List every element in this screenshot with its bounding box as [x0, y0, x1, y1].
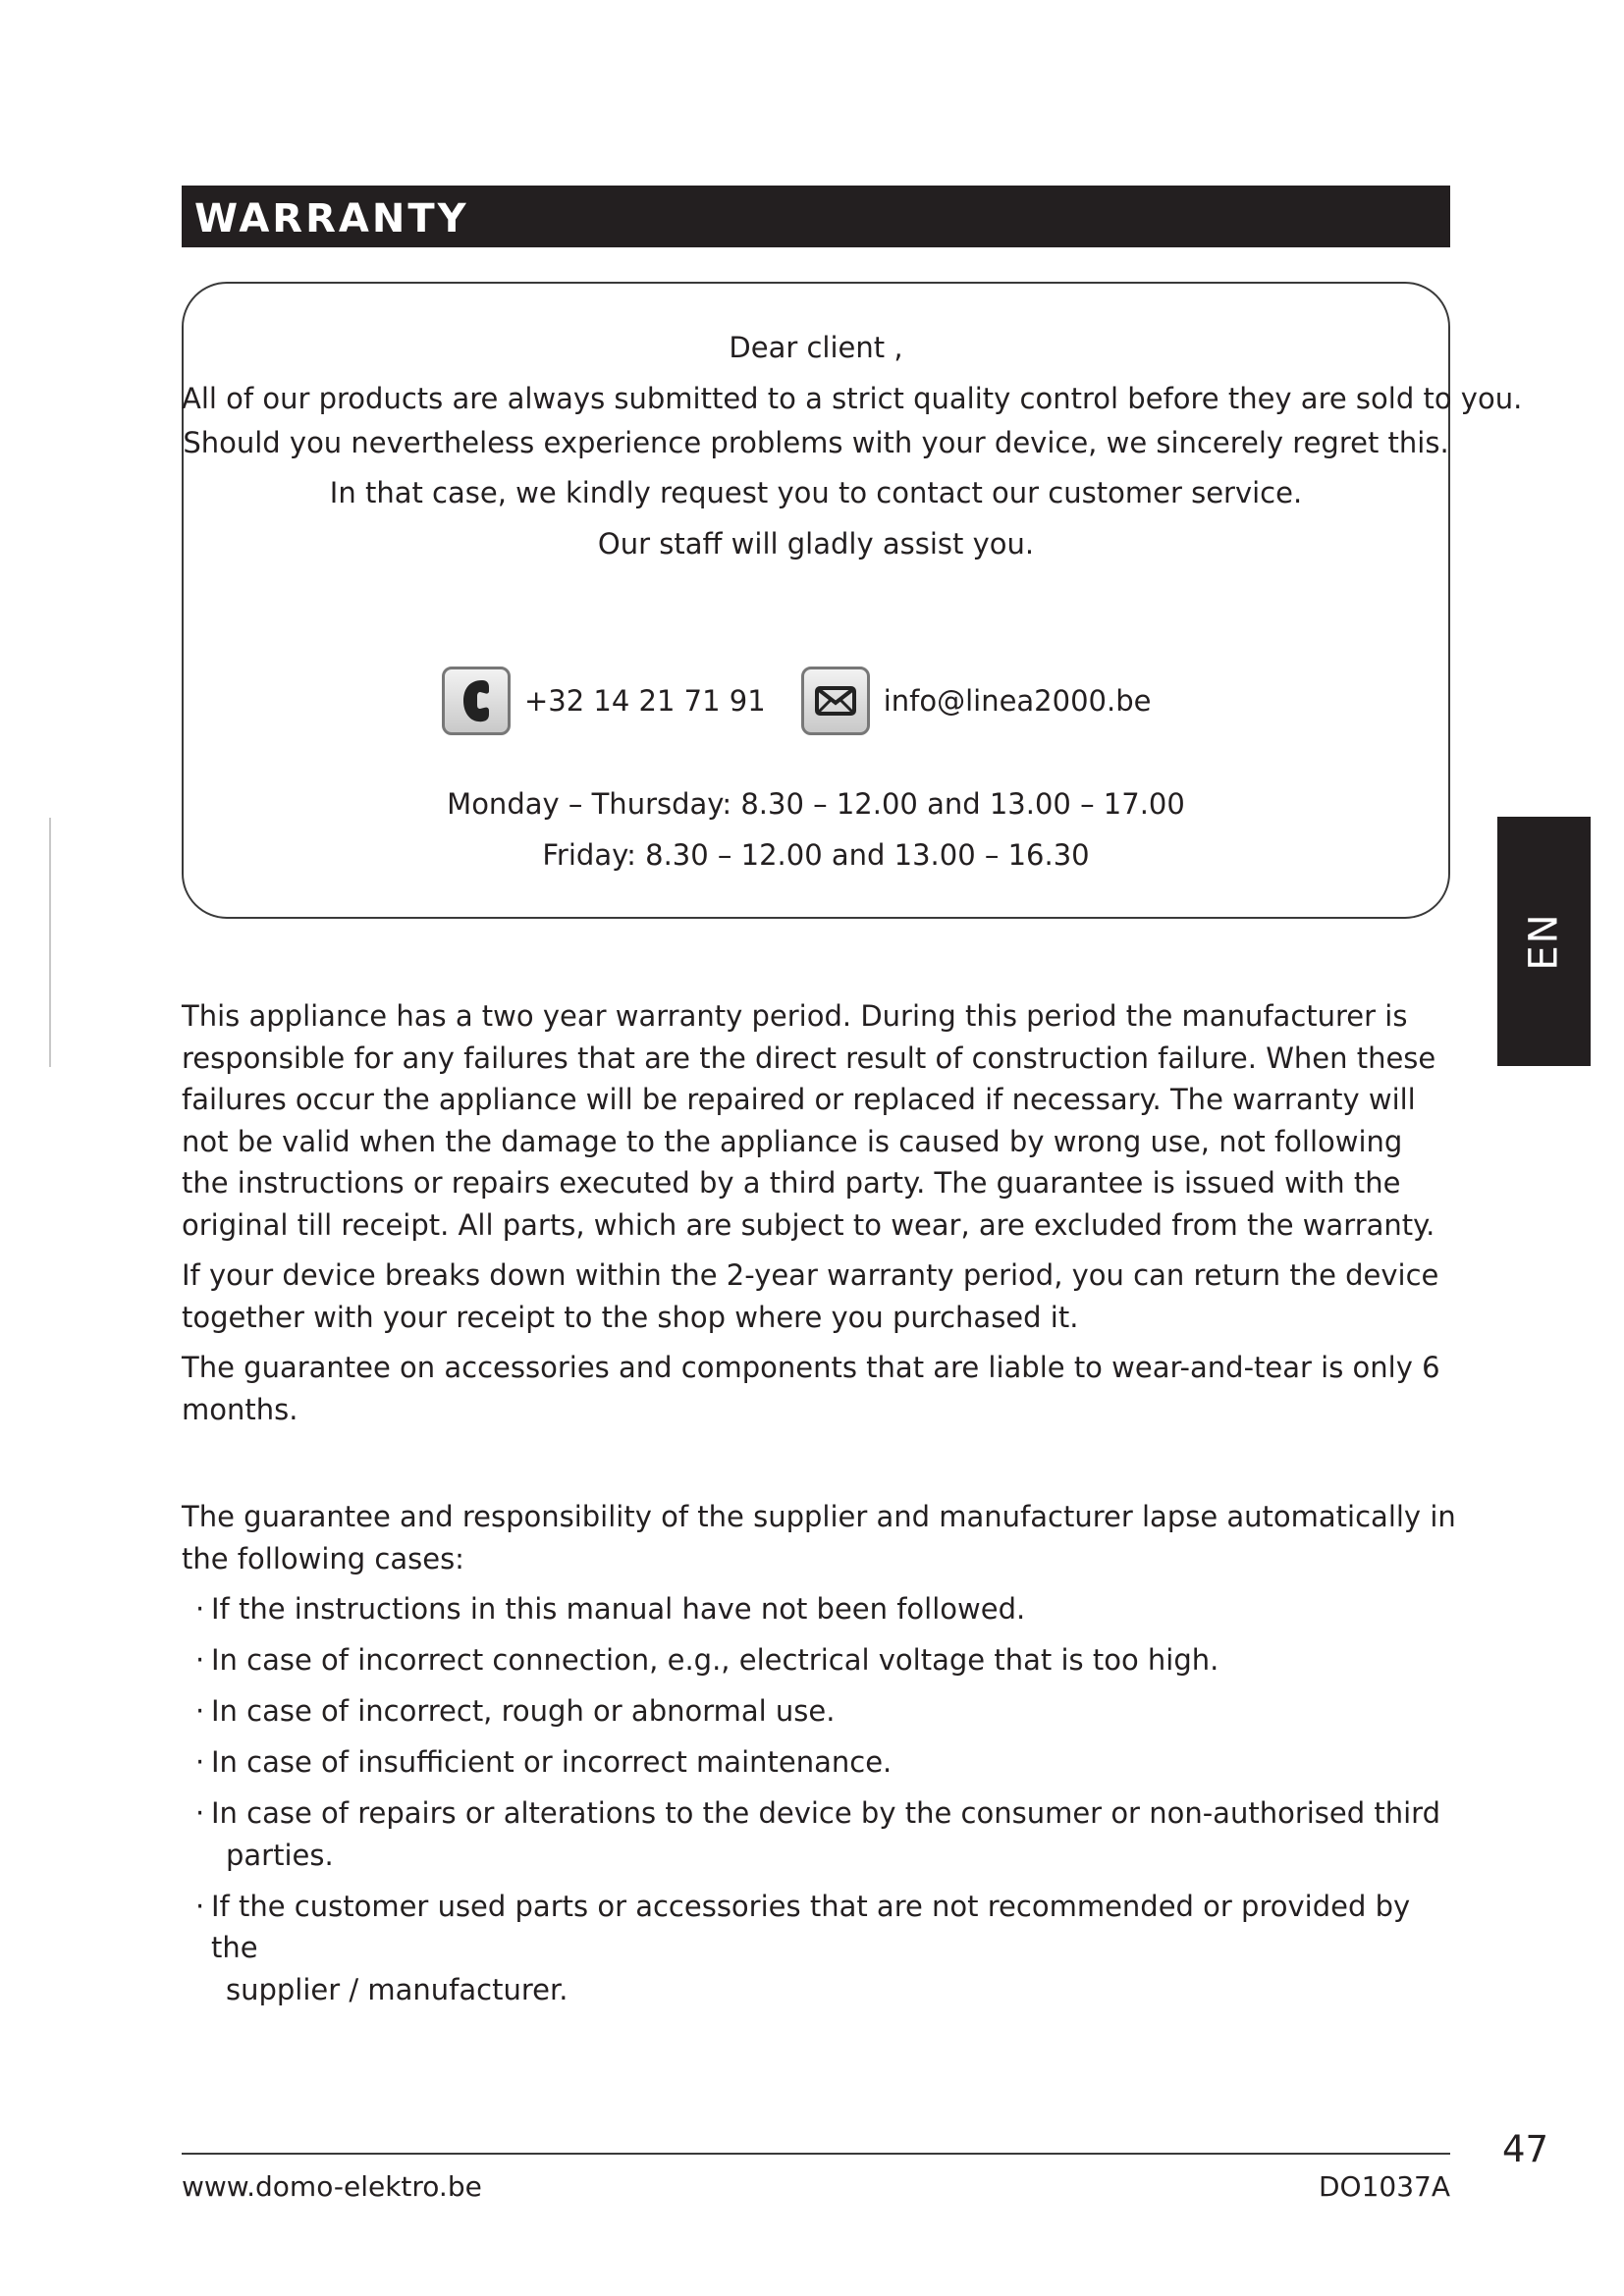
warranty-paragraph: The guarantee on accessories and components that are liable to wear-and-tear is only 6 months. — [182, 1351, 1440, 1426]
page-number: 47 — [1502, 2128, 1549, 2170]
list-item-text: In case of repairs or alterations to the device by the consumer or non-authorised third — [211, 1796, 1440, 1830]
list-item-text: In case of insufficient or incorrect maintenance. — [211, 1745, 893, 1779]
list-item — [182, 1792, 1458, 1876]
lapse-intro: The guarantee and responsibility of the supplier and manufacturer lapse automatically in the following cases: — [182, 1500, 1456, 1575]
service-line-4: Our staff will gladly assist you. — [597, 527, 1035, 561]
warranty-paragraph: This appliance has a two year warranty period. During this period the manufacturer is responsible for any failures that are the direct result of construction failure. When these failures occur the appliance will be repaired or replaced if necessary. The warranty will not be valid when the damage to the appliance is caused by wrong use, not following the instructions or repairs executed by a third party. The guarantee is issued with the original till receipt. All parts, which are subject to wear, are excluded from the warranty. — [182, 999, 1436, 1242]
email-address[interactable]: info@linea2000.be — [883, 684, 1152, 718]
contact-row — [442, 664, 1151, 738]
list-item — [182, 1690, 1458, 1733]
list-item — [182, 1886, 1458, 2011]
list-item — [182, 1741, 1458, 1784]
list-item — [182, 1588, 1458, 1630]
service-line-3: In that case, we kindly request you to contact our customer service. — [329, 476, 1303, 509]
bullet-dot: · — [195, 1796, 205, 1830]
bullet-dot: · — [195, 1643, 205, 1677]
bullet-dot: · — [195, 1592, 205, 1626]
warranty-text — [182, 995, 1458, 1439]
bullet-dot: · — [195, 1745, 205, 1779]
bullet-dot: · — [195, 1889, 205, 1923]
list-item-text: In case of incorrect connection, e.g., electrical voltage that is too high. — [211, 1643, 1219, 1677]
lapse-section — [182, 1496, 1458, 2020]
phone-icon — [442, 667, 511, 735]
language-label: EN — [1521, 912, 1567, 971]
greeting: Dear client , — [729, 331, 903, 364]
service-line-1: All of our products are always submitted to a strict quality control before they are sold to you. — [182, 382, 1523, 415]
bullet-dot: · — [195, 1694, 205, 1728]
list-item-text: In case of incorrect, rough or abnormal use. — [211, 1694, 836, 1728]
footer-divider — [182, 2153, 1450, 2155]
footer-model-number: DO1037A — [1318, 2170, 1450, 2203]
envelope-icon — [801, 667, 870, 735]
language-tab — [1497, 817, 1591, 1066]
hours-weekdays: Monday – Thursday: 8.30 – 12.00 and 13.00 – 17.00 — [447, 787, 1185, 821]
service-line-2: Should you nevertheless experience problems with your device, we sincerely regret this. — [183, 426, 1449, 459]
section-title: WARRANTY — [182, 186, 1450, 247]
list-item-text: If the instructions in this manual have not been followed. — [211, 1592, 1026, 1626]
hours-friday: Friday: 8.30 – 12.00 and 13.00 – 16.30 — [542, 838, 1090, 872]
warranty-paragraph: If your device breaks down within the 2-year warranty period, you can return the device together with your receipt to the shop where you purchased it. — [182, 1258, 1439, 1334]
list-item — [182, 1639, 1458, 1682]
lapse-list — [182, 1588, 1458, 2010]
list-item-continuation: supplier / manufacturer. — [226, 1972, 568, 2006]
list-item-continuation: parties. — [226, 1838, 334, 1872]
list-item-text: If the customer used parts or accessories that are not recommended or provided by the — [211, 1889, 1411, 1964]
phone-number[interactable]: +32 14 21 71 91 — [524, 684, 766, 718]
margin-rule — [49, 818, 51, 1067]
footer-website[interactable]: www.domo-elektro.be — [182, 2170, 482, 2203]
